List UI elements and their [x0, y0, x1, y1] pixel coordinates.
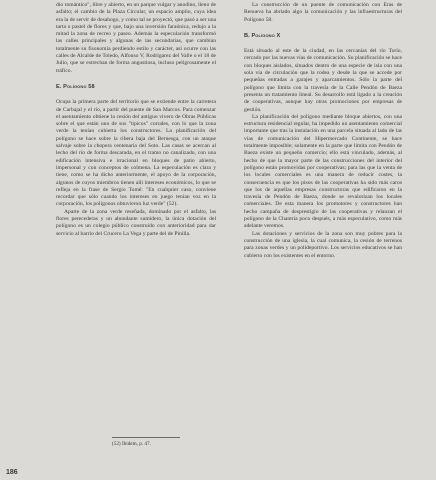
heading-prefix: B. — [244, 32, 250, 39]
section-heading-poligono-58 — [56, 84, 216, 91]
paragraph: La planificación del polígono mediante bloque abiertos, con una estructura residencial regular, ha impedido un asentamiento comercial importante que tras la instalación en una parcela situada al lado de las vías de comunicación del Hipermercado Continente, se hace totalmente imposible; solamente en la parte que limita con Pendón de Baeza existe un pequeño comercio; ello está vinculado, además, al hecho de que la mayor parte de las construcciones del interior del polígono están promovidas por cooperativas; para las que la venta de los locales comerciales es una manera de reducir costes, la consecuencia es que los pisos de las cooperativas ha sido más caros que los de aquellas empresas constructoras que edificaron en la travesía de Pendón de Baeza, donde se revalorizan los locales comerciales. De esta manera los promotores y constructores han hecho campaña de desprestigio de las cooperativas y relanzan el polígono de la Chantria poco después, a más especulativo, como más adelante veremos. — [244, 113, 402, 230]
heading-number: 58 — [88, 83, 95, 90]
paragraph: Aparte de la zona verde reseñada, dominado por el asfalto, las flores perecederas y un abundante sumidero, la única dotación del polígono es un colegio público construido con anterioridad para dar servicio al barrio del Crucero La Vega y parte del de Pinilla. — [56, 208, 216, 237]
section-heading-poligono-x — [244, 33, 402, 40]
right-column — [244, 2, 402, 260]
paragraph: Está situado al este de la ciudad, en las cercanías del río Torío, cercado por las nuevas vías de comunicación. Su planificación se hace con bloques aislados, situados dentro de una especie de isla con una sola vía de circulación que la rodea y desde la que se accede por pequeñas entradas a garajes y aparcamientos. Sólo la parte del polígono que limita con la travesía de la Calle Pendón de Baeza presenta un tratamiento lineal. Su desarrollo está ligado a la creación de cooperativas, aunque hay otras promociones por empresas de gestión. — [244, 48, 402, 113]
footnote: (52) Ibidem, p. 47. — [112, 441, 151, 447]
heading-word: Polígono — [63, 83, 87, 90]
heading-prefix: E. — [56, 83, 62, 90]
paragraph: La construcción de un puente de comunicación con Eras de Renueva ha abriado algo la comunicación y las infraestructuras del Polígono 58. — [244, 2, 402, 23]
paragraph: Las dotaciones y servicios de la zona son muy pobres para la construcción de una iglesia, la cual comunica, la cesión de terrenos para zonas verdes y un polideportivo. Los servicios educativos se han cubierto con los existentes en el entorno. — [244, 230, 402, 259]
paragraph-continued: dio romántico", libre y abierto, en un parque vulgar y anodino, lleno de asfalto; el cambio de la Plaza Circular, un espacio amplio, cuya idea era la de servir de desahogo, y como tal se proyectó, que pasó a ser una tarta o pastel de flores y que, bajo una inversión faraónica, redujo a la mitad la zona de recreo y paseo. Además la especulación transformó las calles principales y algunas de las secundarias, que cambian totalmente su fisonomía perdiendo estilo y carácter, así ocurre con las calles de Alcalde de Toledo, Alfonso V, Rodrigarez del Valle o el 18 de Julio, que se estrechan de forma angustiosa, incluso peligrosamente el tráfico. — [56, 2, 216, 74]
paragraph: Ocupa la primera parte del territorio que se extiende entre la carretera de Carbajal y el río, a partir del puente de San Marcos. Para comenzar el asentamiento obtiene la cesión del antiguo vivero de Obras Públicas sobre el que están uno de sus "tipicos" corrales, con lo que la zona verde la tenían cubierta los constructores. La planificación del polígono se hace sobre la ribera baja del Bernesga, con un ataque salvaje sobre la chopera centenaria del Soto. Las casas se acercan al lecho del río de forma descarada, en el tramo no canalizado, con una edificación intensiva e irracional en bloques de patio abierto, impersonal y con conceptos de colmena. La especulación es clara y tiene, como se ha dicho anteriormente, el apoyo de la corporación, algunos de cuyos miembros tienen allí intereses económicos, lo que se refleja en la frase de Sergio Tomé: "En cualquier caso, conviene recordar que sólo cuando los intereses en juego tenían voz en la corporación, los polígonos obtuvieron luz verde" (52). — [56, 99, 216, 208]
footnote-divider — [112, 437, 180, 438]
left-column — [56, 2, 216, 238]
page-number: 186 — [6, 469, 18, 476]
heading-word: Polígono — [251, 32, 275, 39]
heading-number: X — [276, 32, 281, 39]
